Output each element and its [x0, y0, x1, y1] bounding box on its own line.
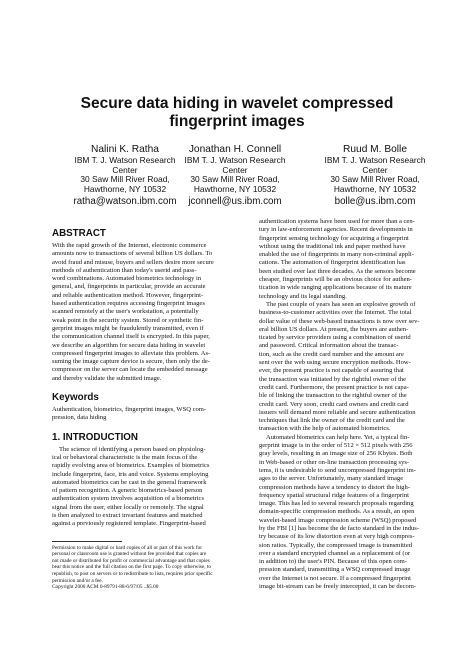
- author-affiliation: Hawthorne, NY 10532: [333, 183, 417, 194]
- text-line: pression standard, transmitting a WSQ compressed image: [259, 566, 411, 574]
- text-line: against a previously registered template. Fingerprint-based: [52, 520, 206, 528]
- text-line: image. This has led to several research proposals regarding: [259, 500, 414, 508]
- body-paragraph: [259, 434, 459, 592]
- text-line: rapidly evolving area of biometrics. Examples of biometrics: [52, 462, 210, 470]
- introduction-heading: 1. INTRODUCTION: [52, 431, 138, 443]
- author-affiliation: 30 Saw Mill River Road,: [190, 174, 280, 185]
- text-line: automated biometrics can be cast in the general framework: [52, 478, 207, 486]
- title-line: Secure data hiding in wavelet compressed: [80, 95, 394, 112]
- text-line: the transaction was initiated by the rightful owner of the: [259, 375, 407, 383]
- text-line: been studied over last three decades. As the sensors become: [259, 267, 416, 275]
- body-paragraph: [259, 218, 459, 301]
- right-column: [259, 218, 459, 591]
- text-line: republish, to post on servers or to redistribute to lists, requires prior specific: [52, 570, 213, 577]
- author-email: bolle@us.ibm.com: [334, 196, 416, 208]
- author-email: jconnell@us.ibm.com: [188, 196, 282, 208]
- text-line: try because of its low distortion even at very high compres-: [259, 533, 415, 541]
- text-line: compressed fingerprint images to alleviate this problem. As-: [52, 349, 211, 357]
- text-line: and reliable authentication method. However, fingerprint-: [52, 291, 204, 299]
- text-line: weak point in the security system. Stored or synthetic fin-: [52, 316, 204, 324]
- keywords-heading: Keywords: [52, 392, 99, 404]
- text-line: not made or distributed for profit or commercial advantage and that copies: [52, 557, 210, 564]
- text-line: The past couple of years has seen an explosive growth of: [266, 300, 416, 308]
- author-name: Ruud M. Bolle: [343, 144, 407, 155]
- text-line: and password. Critical information about the transac-: [259, 342, 399, 350]
- text-line: signal from the user, either locally or remotely. The signal: [52, 503, 204, 511]
- text-line: eral billion US dollars. At present, the buyers are authen-: [259, 325, 409, 333]
- author-affiliation: 30 Saw Mill River Road,: [80, 174, 170, 185]
- text-line: tication in wide ranging applications because of its mature: [259, 284, 412, 292]
- text-line: scanned remotely at the user's workstation, a potentially: [52, 308, 199, 316]
- text-line: tems, it is undesirable to send uncompressed fingerprint im-: [259, 466, 416, 474]
- text-line: Automated biometrics can help here. Yet, a typical fin-: [266, 433, 410, 441]
- text-line: of pattern recognition. A generic biometrics-based person: [52, 487, 203, 495]
- text-line: enabled the use of fingerprints in many non-criminal appli-: [259, 251, 414, 259]
- abstract-heading: ABSTRACT: [52, 228, 106, 239]
- text-line: pression, data hiding: [52, 414, 107, 422]
- author-affiliation: 30 Saw Mill River Road,: [330, 174, 420, 185]
- text-line: technology and its legal standing.: [259, 292, 347, 300]
- text-line: the communication channel itself is encrypted. In this paper,: [52, 333, 210, 341]
- text-line: authentication systems have been used for more than a cen-: [259, 218, 415, 225]
- author-affiliation: Hawthorne, NY 10532: [193, 183, 277, 194]
- text-line: Authentication, biometrics, fingerprint images, WSQ com-: [52, 406, 207, 414]
- text-line: general, and, fingerprints in particular, provide an accurate: [52, 283, 206, 291]
- text-line: frequency spatial structural ridge features of a fingerprint: [259, 491, 409, 499]
- text-line: avoid fraud and misuse, buyers and sellers desire more secure: [52, 258, 214, 266]
- text-line: authentication system involves acquisition of a biometrics: [52, 495, 205, 503]
- copyright-footnote: [52, 545, 252, 591]
- text-line: gray levels, resulting in an image size of 256 Kbytes. Both: [259, 450, 413, 458]
- text-line: credit card. Very soon, credit card owners and credit card: [259, 400, 409, 408]
- text-line: ticated by service providers using a combination of userid: [259, 334, 411, 342]
- text-line: gerprint images might be fraudulently transmitted, even if: [52, 324, 204, 332]
- text-line: gerprint image is in the order of 512 × 512 pixels with 256: [259, 442, 413, 450]
- footnote-rule: [52, 541, 122, 542]
- abstract-text: [52, 242, 252, 383]
- text-line: business-to-customer activities over the Internet. The total: [259, 309, 412, 317]
- author-affiliation: Hawthorne, NY 10532: [83, 183, 167, 194]
- text-line: amounts now to transactions of several billion US dollars. To: [52, 250, 213, 258]
- author-name: Jonathan H. Connell: [188, 144, 282, 155]
- author-affiliation: IBM T. J. Watson Research: [324, 155, 426, 165]
- text-line: is then analyzed to extract invariant features and matched: [52, 512, 203, 520]
- text-line: compression methods have a tendency to distort the high-: [259, 483, 410, 491]
- text-line: Copyright 2000 ACM 0-89791-88-6/97/05 ..$5.00: [52, 584, 159, 591]
- text-line: and thereby validate the submitted image.: [52, 374, 162, 382]
- text-line: fingerprint sensing technology for acquiring a fingerprint: [259, 234, 409, 242]
- text-line: permission and/or a fee.: [52, 577, 103, 584]
- text-line: ages to the server. Unfortunately, many standard image: [259, 475, 404, 483]
- text-line: Permission to make digital or hard copies of all or part of this work for: [52, 544, 203, 551]
- text-line: cations. The automation of fingerprint identification has: [259, 259, 406, 267]
- body-paragraph: [259, 301, 459, 434]
- title-line: fingerprint images: [169, 113, 305, 130]
- text-line: sent over the web using secure encryption methods. How-: [259, 359, 411, 367]
- text-line: over a standard encrypted channel as a replacement of (or: [259, 549, 411, 557]
- paper-title: [0, 95, 474, 131]
- text-line: include fingerprint, face, iris and voice. Systems employing: [52, 470, 209, 478]
- text-line: suming the image capture device is secure, then only the de-: [52, 358, 210, 366]
- text-line: over the Internet is not secure. If a compressed fingerprint: [259, 574, 411, 582]
- text-line: dollar value of these web-based transactions is now over sev-: [259, 317, 420, 325]
- text-line: compressor on the server can locate the embedded message: [52, 366, 208, 374]
- text-line: domain-specific compression methods. As a result, an open: [259, 508, 415, 516]
- text-line: image bit-stream can be freely intercepted, it can be decom-: [259, 583, 417, 591]
- text-line: based authentication requires accessing fingerprint images: [52, 300, 205, 308]
- author-affiliation: Center: [362, 164, 388, 175]
- text-line: personal or classroom use is granted without fee provided that copies are: [52, 551, 207, 558]
- text-line: in addition to) the user's PIN. Because of this open com-: [259, 558, 407, 566]
- author-name: Nalini K. Ratha: [91, 144, 159, 155]
- text-line: word combinations. Automated biometrics technology in: [52, 275, 202, 283]
- text-line: bear this notice and the full citation on the first page. To copy otherwise, to: [52, 564, 211, 571]
- text-line: The science of identifying a person based on physiolog-: [59, 445, 206, 453]
- author-affiliation: Center: [112, 164, 138, 175]
- author-affiliation: IBM T. J. Watson Research: [74, 155, 176, 165]
- text-line: ble of linking the transaction to the rightful owner of the: [259, 392, 407, 400]
- text-line: in Web-based or other on-line transaction processing sys-: [259, 458, 410, 466]
- text-line: transaction with the help of automated biometrics.: [259, 425, 391, 433]
- introduction-text: [52, 446, 252, 529]
- text-line: With the rapid growth of the Internet, electronic commerce: [52, 242, 207, 249]
- author-affiliation: IBM T. J. Watson Research: [184, 155, 286, 165]
- text-line: sion ratios. Typically, the compressed image is transmitted: [259, 541, 412, 549]
- author-block-connell: [160, 144, 310, 208]
- text-line: we describe an algorithm for secure data hiding in wavelet: [52, 341, 206, 349]
- text-line: ever, the present practice is not capable of assuring that: [259, 367, 404, 375]
- author-email: ratha@watson.ibm.com: [73, 196, 177, 208]
- text-line: without using the traditional ink and paper method have: [259, 242, 406, 250]
- author-block-bolle: [300, 144, 450, 208]
- text-line: techniques that link the owner of the credit card and the: [259, 417, 405, 425]
- text-line: by the FBI [1] has become the de facto standard in the indus-: [259, 524, 419, 532]
- text-line: wavelet-based image compression scheme (WSQ) proposed: [259, 516, 417, 524]
- text-line: issuers will demand more reliable and secure authentication: [259, 408, 416, 416]
- text-line: credit card. Furthermore, the present practice is not capa-: [259, 383, 409, 391]
- text-line: ical or behavioral characteristic is the main focus of the: [52, 453, 198, 461]
- text-line: tury in law-enforcement agencies. Recent developments in: [259, 226, 413, 234]
- text-line: methods of authentication than today's userid and pass-: [52, 266, 197, 274]
- text-line: cheaper, fingerprints will be an obvious choice for authen-: [259, 276, 412, 284]
- left-column: [52, 228, 252, 591]
- author-affiliation: Center: [222, 164, 248, 175]
- text-line: tion, such as the credit card number and the amount are: [259, 350, 404, 358]
- keywords-text: [52, 406, 252, 423]
